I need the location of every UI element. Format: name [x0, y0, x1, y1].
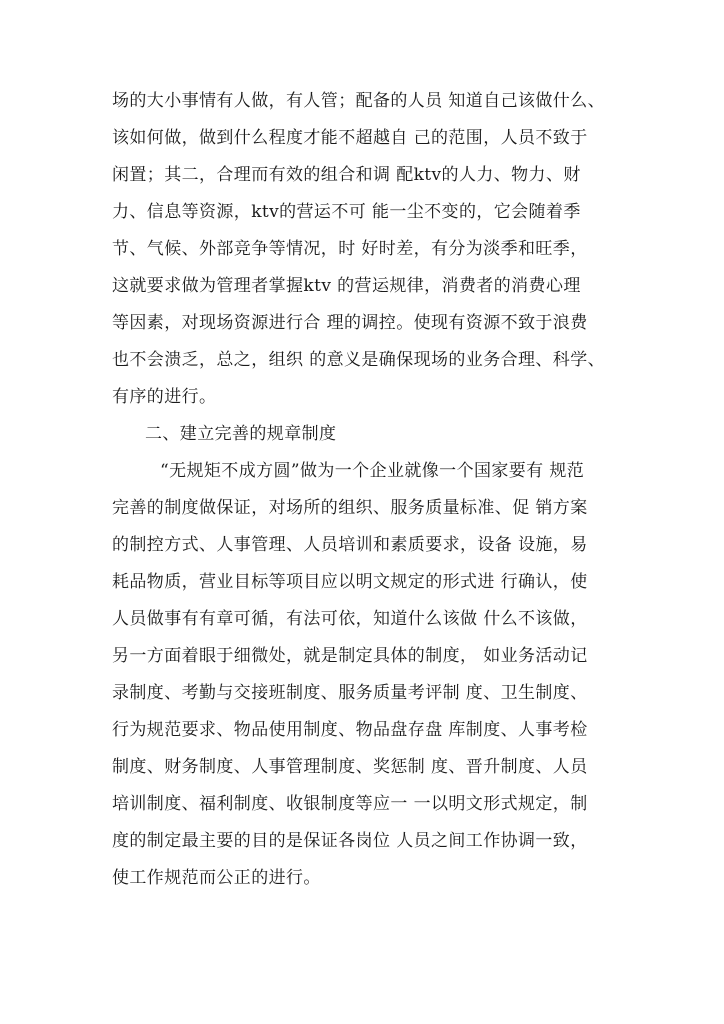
paragraph-line: 制度、财务制度、人事管理制度、奖惩制 度、晋升制度、人员: [112, 757, 588, 777]
paragraph-line: 节、气候、外部竞争等情况，时 好时差，有分为淡季和旺季，: [112, 239, 588, 259]
paragraph-line: 的制控方式、人事管理、人员培训和素质要求，设备 设施，易: [112, 535, 588, 555]
paragraph-line: 等因素，对现场资源进行合 理的调控。使现有资源不致于浪费: [112, 313, 588, 333]
paragraph-line: “无规矩不成方圆”做为一个企业就像一个国家要有 规范: [160, 461, 585, 481]
paragraph-line: 培训制度、福利制度、收银制度等应一 一以明文形式规定，制: [112, 794, 588, 814]
paragraph-line: 度的制定最主要的目的是保证各岗位 人员之间工作协调一致，: [112, 831, 588, 851]
paragraph-line: 力、信息等资源，ktv的营运不可 能一尘不变的，它会随着季: [112, 202, 581, 222]
paragraph-line: 完善的制度做保证，对场所的组织、服务质量标准、促 销方案: [112, 498, 588, 518]
paragraph-line: 该如何做，做到什么程度才能不超越自 己的范围，人员不致于: [112, 128, 588, 148]
paragraph-line: 人员做事有有章可循，有法可依，知道什么该做 什么不该做，: [112, 609, 588, 629]
paragraph-line: 有序的进行。: [112, 387, 217, 407]
paragraph-line: 使工作规范而公正的进行。: [112, 868, 321, 888]
paragraph-line: 场的大小事情有人做，有人管；配备的人员 知道自己该做什么、: [112, 91, 606, 111]
paragraph-line: 这就要求做为管理者掌握ktv 的营运规律，消费者的消费心理: [112, 276, 581, 296]
paragraph-line: 耗品物质，营业目标等项目应以明文规定的形式进 行确认，使: [112, 572, 588, 592]
section-heading: 二、建立完善的规章制度: [145, 424, 337, 444]
paragraph-line: 另一方面着眼于细微处，就是制定具体的制度， 如业务活动记: [112, 646, 588, 666]
paragraph-line: 录制度、考勤与交接班制度、服务质量考评制 度、卫生制度、: [112, 683, 588, 703]
paragraph-line: 也不会溃乏，总之，组织 的意义是确保现场的业务合理、科学、: [112, 350, 606, 370]
paragraph-line: 行为规范要求、物品使用制度、物品盘存盘 库制度、人事考检: [112, 720, 588, 740]
paragraph-line: 闲置；其二，合理而有效的组合和调 配ktv的人力、物力、财: [112, 165, 581, 185]
